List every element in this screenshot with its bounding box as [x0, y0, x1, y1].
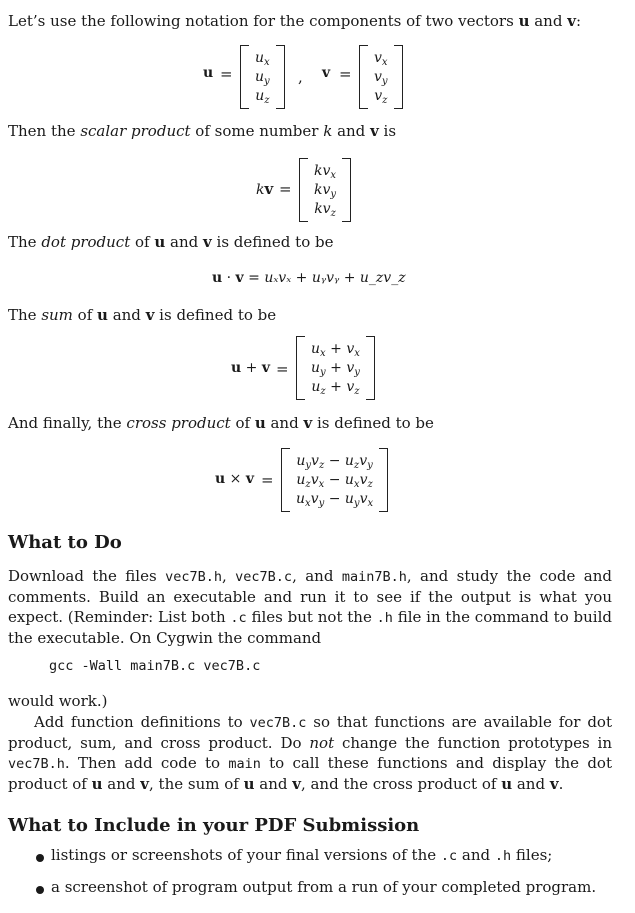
bullet-icon [36, 886, 44, 894]
u-z: $u_z$ [255, 87, 270, 106]
intro-line: Let’s use the following notation for the components of two vectors u and v: [8, 12, 581, 30]
section-title-pdf-submission: What to Include in your PDF Submission [8, 815, 420, 836]
v-components-vector [359, 45, 403, 109]
section-title-what-to-do: What to Do [8, 532, 122, 553]
would-work-text: would work.) [8, 692, 108, 710]
v-x: $v_x$ [374, 49, 388, 68]
v-vector-symbol: v [567, 12, 576, 30]
v-y: $v_y$ [374, 68, 388, 87]
sum-components-vector: $u_x + v_x$ $u_y + v_y$ $u_z + v_z$ [296, 336, 375, 400]
dot-product-equation: u · v = uₓvₓ + uᵧvᵧ + u_zv_z [212, 270, 406, 286]
u-vector-symbol: u [518, 12, 530, 30]
bullet-icon [36, 854, 44, 862]
u-x: $u_x$ [255, 49, 270, 68]
build-command: gcc -Wall main7B.c vec7B.c [49, 658, 261, 674]
u-y: $u_y$ [255, 68, 270, 87]
dot-product-line: The dot product of u and v is defined to be [8, 233, 334, 251]
what-to-do-paragraph: Download the files vec7B.h, vec7B.c, and main7B.h, and study the code and comments. Build an executable and run it to see if the output is what you expect. (Reminder: List both .c files but not the .h file in the command to build the executable. On Cygwin the command [8, 567, 612, 647]
cross-components-vector: $u_yv_z - u_zv_y$ $u_zv_x - u_xv_z$ $u_xv_y - u_yv_x$ [281, 448, 388, 512]
cross-product-line: And finally, the cross product of u and v is defined to be [8, 414, 434, 432]
instructions-paragraph: Add function definitions to vec7B.c so that functions are available for dot product, sum, and cross product. Do not change the function prototypes in vec7B.h. Then add code to main to call these functions and display the dot product of u and v, the sum of u and v, and the cross product of u and v. [8, 713, 612, 793]
u-components-vector [240, 45, 285, 109]
bullet-item-listings: listings or screenshots of your final versions of the .c and .h files; [51, 846, 553, 864]
kv-components-vector: $kv_x$ $kv_y$ $kv_z$ [299, 158, 351, 222]
bullet-item-screenshot: a screenshot of program output from a run of your completed program. [51, 878, 597, 896]
scalar-product-line: Then the scalar product of some number k and v is [8, 122, 397, 140]
v-z: $v_z$ [374, 87, 388, 106]
sum-line: The sum of u and v is defined to be [8, 306, 277, 324]
